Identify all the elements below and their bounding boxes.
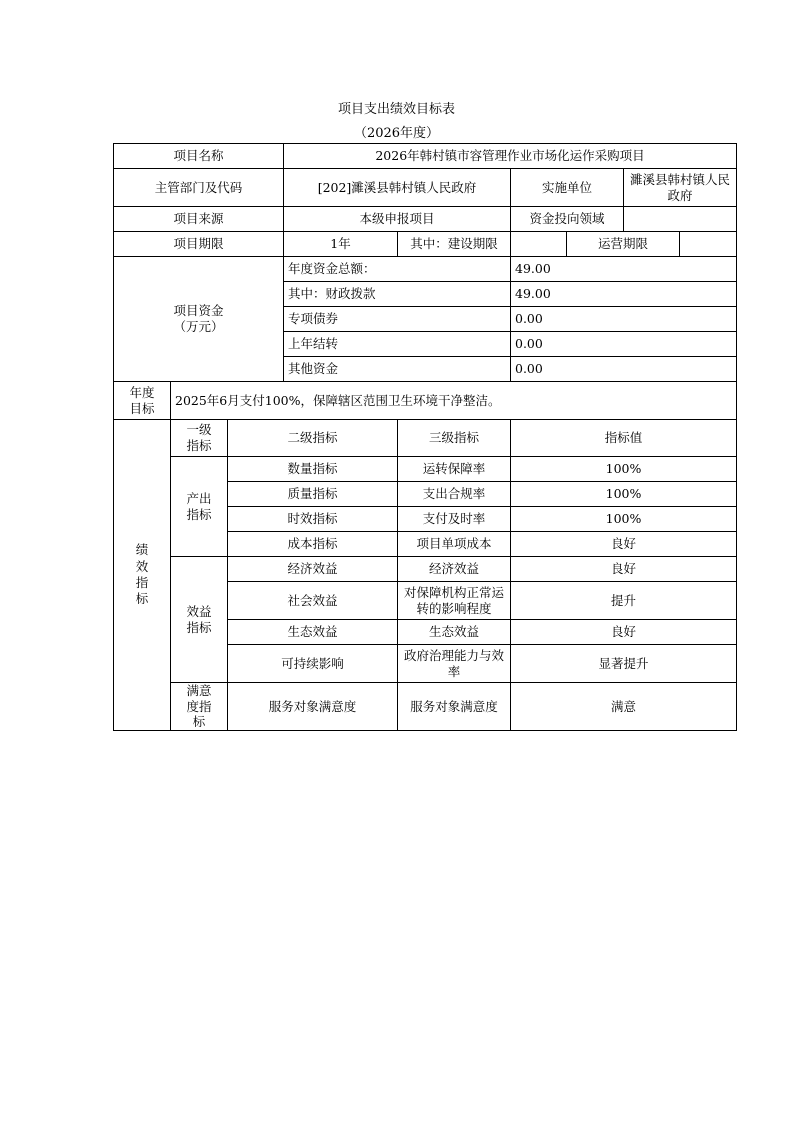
funds-row-value: 0.00 <box>511 357 737 382</box>
funds-row-label: 其他资金 <box>284 357 511 382</box>
indicator-value: 100% <box>511 507 737 532</box>
indicator-level3: 运转保障率 <box>398 457 511 482</box>
indicator-level2: 时效指标 <box>228 507 398 532</box>
indicator-level2: 生态效益 <box>228 620 398 645</box>
indicator-level3: 服务对象满意度 <box>398 683 511 731</box>
indicator-level2: 数量指标 <box>228 457 398 482</box>
ops-label: 运营期限 <box>567 232 680 257</box>
header-level3: 三级指标 <box>398 420 511 457</box>
period-value: 1年 <box>284 232 398 257</box>
header-value: 指标值 <box>511 420 737 457</box>
indicator-level3: 对保障机构正常运转的影响程度 <box>398 582 511 620</box>
indicator-level3: 支付及时率 <box>398 507 511 532</box>
page-subtitle-year: （2026年度） <box>353 126 440 141</box>
indicator-level3: 生态效益 <box>398 620 511 645</box>
invest-value <box>624 207 737 232</box>
satisfaction-label: 满意度指标 <box>171 683 228 731</box>
goal-text: 2025年6月支付100%，保障辖区范围卫生环境干净整洁。 <box>171 382 737 420</box>
source-value: 本级申报项目 <box>284 207 511 232</box>
funds-row-label: 年度资金总额： <box>284 257 511 282</box>
project-name-label: 项目名称 <box>114 144 284 169</box>
indicator-value: 良好 <box>511 620 737 645</box>
ops-value <box>680 232 737 257</box>
output-label: 产出指标 <box>171 457 228 557</box>
funds-row-value: 49.00 <box>511 282 737 307</box>
page-title: 项目支出绩效目标表 <box>337 102 455 117</box>
impl-value: 濉溪县韩村镇人民政府 <box>624 169 737 207</box>
perf-label: 绩效指标 <box>114 420 171 731</box>
benefit-label: 效益指标 <box>171 557 228 683</box>
indicator-level2: 成本指标 <box>228 532 398 557</box>
project-name-value: 2026年韩村镇市容管理作业市场化运作采购项目 <box>284 144 737 169</box>
indicator-value: 提升 <box>511 582 737 620</box>
indicator-level3: 政府治理能力与效率 <box>398 645 511 683</box>
impl-label: 实施单位 <box>511 169 624 207</box>
indicator-level2: 可持续影响 <box>228 645 398 683</box>
indicator-level3: 经济效益 <box>398 557 511 582</box>
build-label: 其中：建设期限 <box>398 232 511 257</box>
build-value <box>511 232 567 257</box>
indicator-value: 良好 <box>511 557 737 582</box>
funds-label: 项目资金（万元） <box>114 257 284 382</box>
indicator-value: 满意 <box>511 683 737 731</box>
header-level1: 一级指标 <box>171 420 228 457</box>
dept-value: [202]濉溪县韩村镇人民政府 <box>284 169 511 207</box>
indicator-level2: 经济效益 <box>228 557 398 582</box>
header-level2: 二级指标 <box>228 420 398 457</box>
indicator-level3: 支出合规率 <box>398 482 511 507</box>
dept-label: 主管部门及代码 <box>114 169 284 207</box>
indicator-value: 100% <box>511 457 737 482</box>
goal-label: 年度目标 <box>114 382 171 420</box>
indicator-level2: 社会效益 <box>228 582 398 620</box>
indicator-level2: 服务对象满意度 <box>228 683 398 731</box>
funds-row-value: 0.00 <box>511 307 737 332</box>
funds-row-label: 专项债券 <box>284 307 511 332</box>
funds-row-value: 49.00 <box>511 257 737 282</box>
invest-label: 资金投向领域 <box>511 207 624 232</box>
indicator-level2: 质量指标 <box>228 482 398 507</box>
funds-row-label: 其中：财政拨款 <box>284 282 511 307</box>
funds-row-label: 上年结转 <box>284 332 511 357</box>
indicator-value: 100% <box>511 482 737 507</box>
indicator-level3: 项目单项成本 <box>398 532 511 557</box>
indicator-value: 良好 <box>511 532 737 557</box>
funds-row-value: 0.00 <box>511 332 737 357</box>
indicator-value: 显著提升 <box>511 645 737 683</box>
source-label: 项目来源 <box>114 207 284 232</box>
performance-table <box>113 143 737 731</box>
period-label: 项目期限 <box>114 232 284 257</box>
